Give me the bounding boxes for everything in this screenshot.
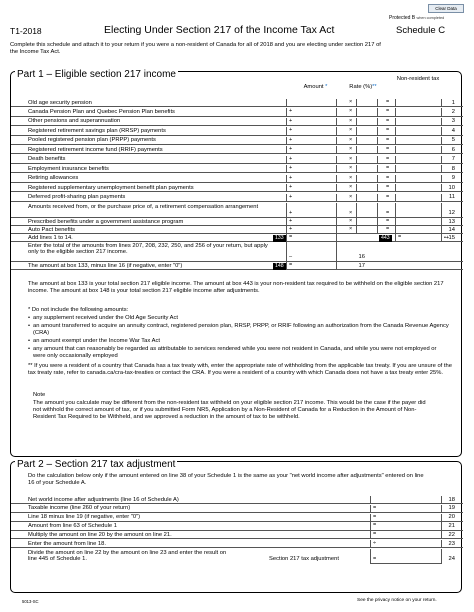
line-number: 6 [451, 146, 455, 153]
line-row-16 [11, 242, 463, 262]
protected-label [389, 15, 444, 21]
line-label: Multiply the amount on line 20 by the amount on line 21. [28, 531, 172, 538]
line-row-13 [11, 218, 463, 226]
amount-total-148[interactable]: = [286, 262, 337, 269]
line-row-17 [11, 262, 463, 270]
amount-total-133[interactable]: = [286, 234, 337, 241]
line-number: 9 [451, 175, 455, 182]
exclusion-item: • an amount exempt under the Income War Tax Act [33, 338, 449, 345]
line-row-2 [11, 108, 463, 116]
rate-input[interactable]: × [356, 137, 378, 144]
line-row-15 [11, 234, 463, 242]
note-body: The amount you calculate may be different from the non-resident tax withheld on your eligible section 217 income. This would be the case if the payer did not withhold the correct amount of tax, or if you submitted Form NR5, Application by a Non-Resident of Canada for a Reduction in the Amount of Non-Resident Tax Required to be Withheld, and we approved a reduction in the amount of tax to be withheld. [33, 400, 426, 420]
line-row-6 [11, 146, 463, 154]
tax-input[interactable]: = [395, 165, 442, 172]
tax-input[interactable]: = [395, 118, 442, 125]
line-row-19 [11, 505, 463, 513]
rate-input[interactable]: × [356, 118, 378, 125]
privacy-notice: See the privacy notice on your return. [357, 598, 437, 603]
line-number: 8 [451, 165, 455, 172]
line-label: Employment insurance benefits [28, 165, 109, 172]
amount-input[interactable]: + [286, 156, 337, 163]
amount-input[interactable]: + [286, 118, 337, 125]
amount-input[interactable]: + [286, 226, 337, 233]
amount-input[interactable]: + [286, 218, 337, 225]
clear-data-button[interactable]: Clear Data [428, 4, 464, 13]
line-number: 14 [448, 226, 455, 233]
line-number: 18 [448, 496, 455, 503]
line-row-22 [11, 531, 463, 539]
rate-input[interactable]: × [356, 184, 378, 191]
tax-input[interactable]: = [395, 137, 442, 144]
tax-column-header: Non-resident tax [396, 76, 440, 82]
tax-input[interactable]: = [395, 175, 442, 182]
line-label: Registered retirement income fund (RRIF) payments [28, 146, 163, 153]
amount-input[interactable] [370, 496, 442, 503]
line-label: Taxable income (line 260 of your return) [28, 505, 131, 512]
line-number: 20 [448, 514, 455, 521]
line-row-20 [11, 514, 463, 522]
info-icon[interactable]: * [325, 84, 328, 90]
amount-input[interactable]: + [286, 175, 337, 182]
line-label: Pooled registered pension plan (PRPP) payments [28, 137, 156, 144]
line-label: Line 18 minus line 19 (if negative, enter "0") [28, 514, 141, 521]
note-title: Note [33, 392, 46, 398]
line-label: Amounts received from, or the purchase price of, a retirement compensation arrangement [28, 203, 259, 210]
amount-input[interactable]: + [286, 137, 337, 144]
line-row-7 [11, 156, 463, 164]
rate-column-header [343, 84, 383, 90]
line-label: Auto Pact benefits [28, 226, 76, 233]
rate-input[interactable]: × [356, 99, 378, 106]
line-label: Canada Pension Plan and Quebec Pension Plan benefits [28, 108, 175, 115]
line-label: Add lines 1 to 14. [28, 234, 73, 241]
tax-input[interactable]: = [395, 108, 442, 115]
line-row-24 [11, 549, 463, 564]
line-label: Divide the amount on line 22 by the amount on line 23 and enter the result on line 445 of Schedule 1. [28, 549, 227, 563]
amount-input[interactable]: = [370, 522, 442, 529]
protected-note: when completed [416, 16, 445, 20]
line-row-21 [11, 522, 463, 530]
line-number: 19 [448, 505, 455, 512]
line-row-8 [11, 165, 463, 173]
rate-input[interactable]: × [356, 108, 378, 115]
line-label: Other pensions and superannuation [28, 118, 121, 125]
rate-input[interactable]: × [356, 226, 378, 233]
part1-section [10, 71, 462, 457]
rate-header-text: Rate (%) [349, 84, 373, 90]
exclusion-item: • any supplement received under the Old Age Security Act [33, 315, 449, 322]
amount-input[interactable]: + [286, 203, 337, 217]
amount-input[interactable]: – [286, 242, 337, 261]
line-number: 5 [451, 137, 455, 144]
line-row-10 [11, 184, 463, 192]
amount-input[interactable]: + [286, 127, 337, 134]
line-label: Enter the total of the amounts from lines 207, 208, 232, 250, and 256 of your return, but apply only to the eligible section 217 income. [28, 242, 268, 256]
part1-heading: Part 1 – Eligible section 217 income [17, 69, 176, 80]
line-row-11 [11, 194, 463, 202]
line-number: 22 [448, 531, 455, 538]
exclusion-item: • an amount transferred to acquire an annuity contract, registered pension plan, RRSP, PRPP, or RRIF following an authorization from the Canada Revenue Agency (CRA) [33, 323, 449, 337]
amount-input[interactable]: = [370, 531, 442, 538]
line-number: 23 [448, 540, 455, 547]
amount-column-header [293, 84, 338, 90]
exclusions-intro: * Do not include the following amounts: [28, 307, 129, 313]
amount-input[interactable]: ÷ [370, 540, 442, 547]
amount-input[interactable]: + [286, 146, 337, 153]
tax-total-443[interactable]: = [395, 234, 442, 241]
page-title: Electing Under Section 217 of the Income Tax Act [104, 24, 335, 36]
part2-section [10, 461, 462, 593]
line-label: Retiring allowances [28, 175, 79, 182]
line-number: 10 [448, 184, 455, 191]
line-label: Death benefits [28, 156, 66, 163]
line-label: The amount at box 133, minus line 16 (if negative, enter "0") [28, 262, 183, 269]
line-row-14 [11, 226, 463, 234]
tax-input[interactable]: = [395, 127, 442, 134]
rate-input[interactable]: × [356, 156, 378, 163]
amount-input[interactable]: = [370, 505, 442, 512]
tax-input[interactable]: = [395, 99, 442, 106]
line-number: 12 [448, 210, 455, 216]
schedule-label: Schedule C [396, 25, 446, 36]
rate-input[interactable]: × [356, 146, 378, 153]
part2-heading: Part 2 – Section 217 tax adjustment [17, 459, 176, 470]
line-number: 13 [448, 218, 455, 225]
line-number: 17 [358, 262, 365, 269]
tax-input[interactable]: = [395, 184, 442, 191]
rate-input[interactable]: × [356, 165, 378, 172]
line-number: 11 [448, 194, 455, 200]
amount-header-text: Amount [303, 84, 324, 90]
intro-text: Complete this schedule and attach it to your return if you were a non-resident of Canada for all of 2018 and you are electing under section 217 of the Income Tax Act. [10, 42, 381, 56]
line-label: Registered supplementary unemployment benefit plan payments [28, 184, 194, 191]
adjustment-label: Section 217 tax adjustment [269, 556, 339, 562]
line-label: Enter the amount from line 18. [28, 540, 106, 547]
tax-input[interactable]: = [395, 218, 442, 225]
line-label: Prescribed benefits under a government assistance program [28, 218, 184, 225]
amount-input[interactable]: + [286, 184, 337, 191]
line-number: 3 [451, 118, 455, 125]
tax-input[interactable]: = [395, 226, 442, 233]
box-133-label: 133 [275, 234, 284, 241]
line-number: 2 [451, 108, 455, 115]
tax-adjustment-input[interactable]: = [370, 549, 442, 564]
line-label: Net world income after adjustments (line 16 of Schedule A) [28, 496, 179, 503]
form-id: T1-2018 [10, 26, 42, 36]
tax-input[interactable]: = [395, 194, 442, 201]
treaty-note: ** If you were a resident of a country that Canada has a tax treaty with, enter the appropriate rate of withholding from the applicable tax treaty. If you are unsure of the tax treaty rate, refer to canada.ca/cra-tax-treaties or contact the CRA. If you were a resident of a country with which Canada does not have a tax treaty enter 25%. [28, 363, 452, 376]
box-148-label: 148 [275, 262, 284, 269]
tax-input[interactable]: = [395, 203, 442, 217]
amount-input[interactable]: = [370, 514, 442, 521]
line-label: Deferred profit-sharing plan payments [28, 194, 126, 200]
line-number: 15 [448, 234, 455, 241]
line-row-5 [11, 137, 463, 145]
amount-input[interactable] [286, 99, 337, 106]
info-icon[interactable]: ** [372, 84, 377, 90]
part2-intro: Do the calculation below only if the amount entered on line 38 of your Schedule 1 is the same as your "net world income after adjustments" entered on line 16 of your Schedule A. [28, 473, 424, 486]
line-row-18 [11, 496, 463, 504]
amount-input[interactable]: + [286, 108, 337, 115]
amount-input[interactable]: + [286, 165, 337, 172]
form-code: 5013-SC [22, 599, 39, 604]
line-label: Registered retirement savings plan (RRSP) payments [28, 127, 166, 134]
tax-input[interactable]: = [395, 156, 442, 163]
protected-text: Protected B [389, 15, 416, 21]
line-row-3 [11, 118, 463, 126]
line-number: 4 [451, 127, 455, 134]
line-row-23 [11, 540, 463, 548]
plus-marker: •+ [444, 234, 450, 241]
line-number: 1 [451, 99, 455, 106]
rate-input[interactable]: × [356, 194, 378, 201]
amount-input[interactable]: + [286, 194, 337, 201]
tax-input[interactable]: = [395, 146, 442, 153]
line-number: 24 [448, 556, 455, 562]
exclusion-item: • any amount that can reasonably be regarded as attributable to services rendered while you were not resident in Canada, and while you were not employed or were only occasionally employed [33, 346, 449, 360]
rate-input[interactable]: × [356, 127, 378, 134]
box-443-label: 443 [381, 234, 390, 241]
rate-input[interactable]: × [356, 218, 378, 225]
line-label: Amount from line 63 of Schedule 1 [28, 522, 117, 529]
line-number: 7 [451, 156, 455, 163]
rate-input[interactable]: × [356, 203, 378, 217]
line-number: 16 [358, 254, 365, 260]
line-row-1 [11, 99, 463, 107]
line-label: Old age security pension [28, 99, 92, 106]
line-row-4 [11, 127, 463, 135]
box-explanation: The amount at box 133 is your total section 217 eligible income. The amount at box 443 is your non-resident tax required to be withheld on the eligible section 217 income. The amount at box 148 is your total section 217 eligible income after adjustments. [28, 281, 444, 294]
line-row-9 [11, 175, 463, 183]
rate-input[interactable]: × [356, 175, 378, 182]
line-row-12 [11, 203, 463, 218]
line-number: 21 [448, 522, 455, 529]
